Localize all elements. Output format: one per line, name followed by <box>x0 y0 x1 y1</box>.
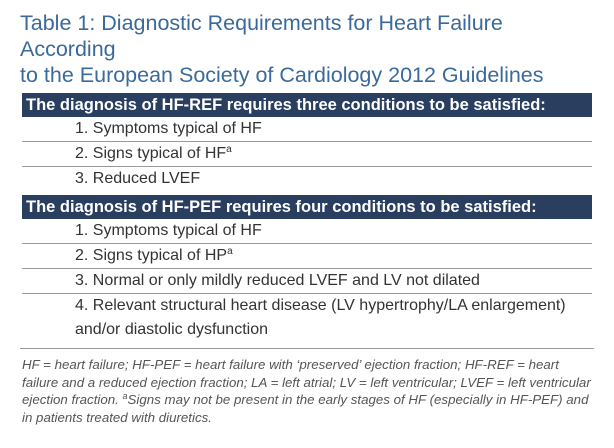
table-row <box>22 142 592 167</box>
footnote-tail: Signs may not be present in the early stages of HF (especially in HF-PEF) and in patients treated with diuretics. <box>22 392 589 425</box>
table-row <box>22 219 592 244</box>
row-text: 4. Relevant structural heart disease (LV hypertrophy/LA enlargement) and/or diastolic dysfunction <box>75 297 566 338</box>
table-row <box>22 294 592 342</box>
table-row <box>22 269 592 294</box>
table-title <box>20 10 600 88</box>
section-header-hf-pef: The diagnosis of HF-PEF requires four conditions to be satisfied: <box>22 195 592 219</box>
row-text: 3. Normal or only mildly reduced LVEF and LV not dilated <box>75 272 480 289</box>
footnote-main: HF = heart failure; HF-PEF = heart failure with ‘preserved’ ejection fraction; HF-REF = heart failure and a reduced ejection fraction; LA = left atrial; LV = left ventricular; LVEF = left ventricular ejection fraction. <box>22 357 591 407</box>
table-row <box>22 167 592 191</box>
row-text: 2. Signs typical of HF <box>75 145 227 162</box>
row-text: 3. Reduced LVEF <box>75 170 201 187</box>
section-header-hf-ref: The diagnosis of HF-REF requires three conditions to be satisfied: <box>22 93 592 117</box>
row-superscript: a <box>227 246 233 257</box>
table-row <box>22 117 592 142</box>
footnote-superscript: a <box>122 391 128 401</box>
table-title-line-1: Table 1: Diagnostic Requirements for Heart Failure According <box>20 11 503 61</box>
row-text: 1. Symptoms typical of HF <box>75 222 262 239</box>
table-title-line-2: to the European Society of Cardiology 2012 Guidelines <box>20 63 544 87</box>
table-row <box>22 244 592 269</box>
row-superscript: a <box>226 144 232 155</box>
row-text: 1. Symptoms typical of HF <box>75 120 262 137</box>
diagnostic-requirements-table <box>22 93 592 342</box>
row-text: 2. Signs typical of HP <box>75 247 228 264</box>
table-footnote <box>22 356 594 426</box>
table-bottom-rule <box>20 348 594 349</box>
